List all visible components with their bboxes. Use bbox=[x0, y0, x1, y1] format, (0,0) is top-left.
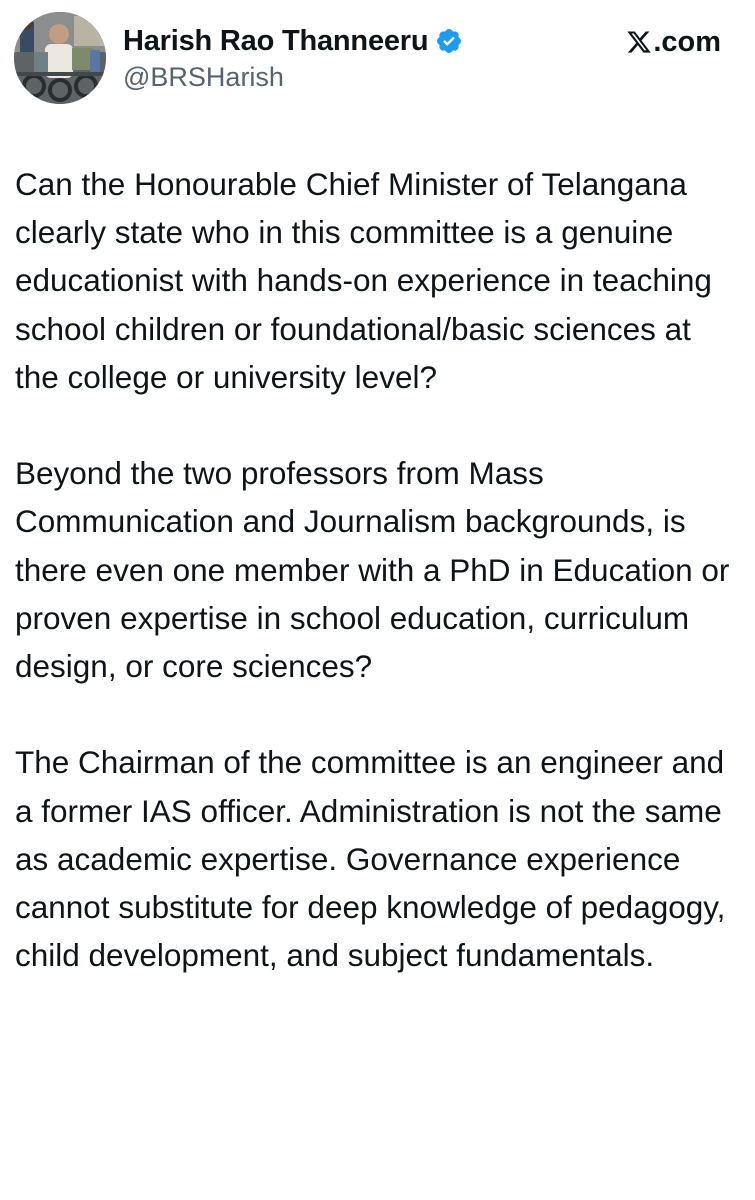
verified-badge-icon bbox=[435, 27, 463, 55]
source-domain: .com bbox=[653, 25, 721, 58]
x-logo-icon bbox=[626, 29, 652, 55]
avatar[interactable] bbox=[14, 12, 106, 104]
tweet-paragraph: The Chairman of the committee is an engineer and a former IAS officer. Administration is not the same as academic expertise. Governance experience cannot substitute for deep knowledge of pedagogy, child development, and subject fundamentals. bbox=[15, 744, 726, 974]
author-handle[interactable]: @BRSHarish bbox=[123, 62, 284, 92]
profile-photo-icon bbox=[14, 12, 106, 104]
author-name-row bbox=[123, 22, 463, 60]
tweet-paragraph: Can the Honourable Chief Minister of Telangana clearly state who in this committee is a genuine educationist with hands-on experience in teaching school children or foundational/basic sciences at the college or university level? bbox=[15, 166, 712, 395]
source-label[interactable] bbox=[626, 24, 721, 60]
tweet-header bbox=[0, 0, 755, 120]
tweet-paragraph: Beyond the two professors from Mass Communication and Journalism backgrounds, is there even one member with a PhD in Education or proven expertise in school education, curriculum design, or core sciences? bbox=[15, 455, 730, 685]
tweet-text bbox=[15, 160, 740, 979]
author-display-name[interactable]: Harish Rao Thanneeru bbox=[123, 24, 429, 57]
